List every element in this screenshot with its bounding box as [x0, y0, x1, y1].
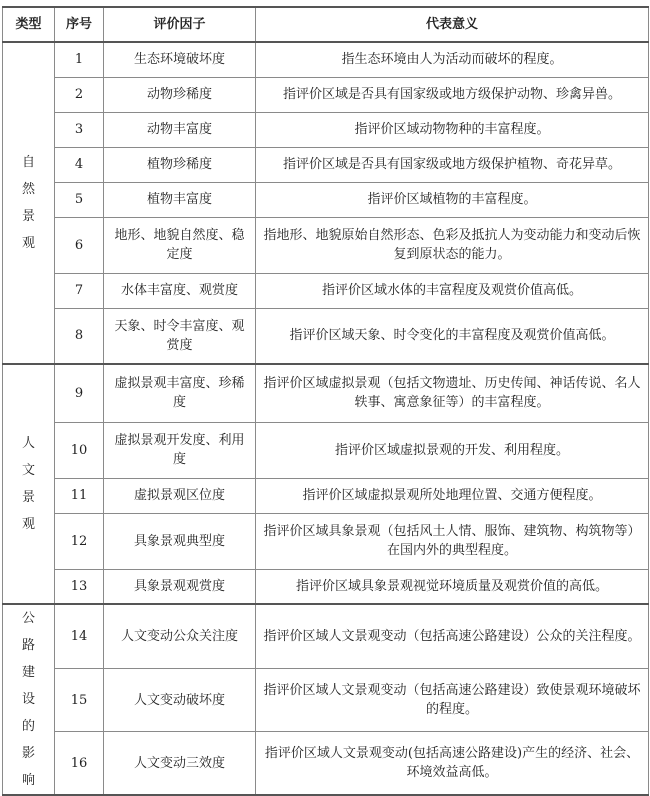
row-factor: 具象景观观赏度	[104, 569, 256, 604]
row-index: 15	[55, 668, 104, 731]
row-meaning: 指评价区域是否具有国家级或地方级保护植物、奇花异草。	[256, 147, 649, 182]
row-factor: 动物珍稀度	[104, 77, 256, 112]
table-row	[3, 732, 649, 795]
row-factor: 虚拟景观区位度	[104, 478, 256, 513]
table-row	[3, 182, 649, 217]
row-index: 16	[55, 732, 104, 795]
row-index: 5	[55, 182, 104, 217]
table-row	[3, 308, 649, 364]
table-row	[3, 604, 649, 668]
row-meaning: 指评价区域人文景观变动（包括高速公路建设）致使景观环境破坏的程度。	[256, 668, 649, 731]
row-factor: 植物珍稀度	[104, 147, 256, 182]
row-meaning: 指评价区域天象、时令变化的丰富程度及观赏价值高低。	[256, 308, 649, 364]
table-row	[3, 422, 649, 478]
row-meaning: 指评价区域水体的丰富程度及观赏价值高低。	[256, 273, 649, 308]
row-factor: 虚拟景观丰富度、珍稀度	[104, 364, 256, 422]
table-row	[3, 569, 649, 604]
header-index: 序号	[55, 7, 104, 42]
row-factor: 生态环境破坏度	[104, 42, 256, 77]
row-meaning: 指评价区域动物物种的丰富程度。	[256, 112, 649, 147]
table-row	[3, 364, 649, 422]
table-row	[3, 42, 649, 77]
row-meaning: 指评价区域植物的丰富程度。	[256, 182, 649, 217]
row-index: 1	[55, 42, 104, 77]
row-factor: 人文变动破坏度	[104, 668, 256, 731]
row-factor: 虚拟景观开发度、利用度	[104, 422, 256, 478]
table-row	[3, 77, 649, 112]
row-meaning: 指评价区域是否具有国家级或地方级保护动物、珍禽异兽。	[256, 77, 649, 112]
row-meaning: 指评价区域人文景观变动（包括高速公路建设）公众的关注程度。	[256, 604, 649, 668]
header-meaning: 代表意义	[256, 7, 649, 42]
row-factor: 天象、时令丰富度、观赏度	[104, 308, 256, 364]
row-factor: 具象景观典型度	[104, 513, 256, 569]
category-natural: 自然景观	[3, 42, 55, 364]
row-index: 13	[55, 569, 104, 604]
row-index: 6	[55, 217, 104, 273]
row-index: 10	[55, 422, 104, 478]
row-index: 8	[55, 308, 104, 364]
row-index: 2	[55, 77, 104, 112]
row-factor: 人文变动三效度	[104, 732, 256, 795]
row-factor: 地形、地貌自然度、稳定度	[104, 217, 256, 273]
table-row	[3, 668, 649, 731]
row-meaning: 指评价区域人文景观变动(包括高速公路建设)产生的经济、社会、环境效益高低。	[256, 732, 649, 795]
table-row	[3, 513, 649, 569]
evaluation-factor-table	[2, 6, 649, 796]
row-index: 12	[55, 513, 104, 569]
row-meaning: 指生态环境由人为活动而破坏的程度。	[256, 42, 649, 77]
row-index: 14	[55, 604, 104, 668]
row-index: 9	[55, 364, 104, 422]
table-row	[3, 217, 649, 273]
category-cultural: 人文景观	[3, 364, 55, 604]
row-meaning: 指评价区域虚拟景观（包括文物遗址、历史传闻、神话传说、名人轶事、寓意象征等）的丰富程度。	[256, 364, 649, 422]
table-row	[3, 147, 649, 182]
table-row	[3, 478, 649, 513]
row-factor: 植物丰富度	[104, 182, 256, 217]
table-row	[3, 112, 649, 147]
row-factor: 人文变动公众关注度	[104, 604, 256, 668]
row-factor: 水体丰富度、观赏度	[104, 273, 256, 308]
category-highway-impact: 公路建设的影响	[3, 604, 55, 795]
row-meaning: 指评价区域具象景观视觉环境质量及观赏价值的高低。	[256, 569, 649, 604]
row-meaning: 指评价区域虚拟景观所处地理位置、交通方便程度。	[256, 478, 649, 513]
row-index: 3	[55, 112, 104, 147]
header-type: 类型	[3, 7, 55, 42]
row-meaning: 指地形、地貌原始自然形态、色彩及抵抗人为变动能力和变动后恢复到原状态的能力。	[256, 217, 649, 273]
row-index: 7	[55, 273, 104, 308]
table-header-row	[3, 7, 649, 42]
row-index: 11	[55, 478, 104, 513]
row-meaning: 指评价区域虚拟景观的开发、利用程度。	[256, 422, 649, 478]
table-row	[3, 273, 649, 308]
row-meaning: 指评价区域具象景观（包括风土人情、服饰、建筑物、构筑物等）在国内外的典型程度。	[256, 513, 649, 569]
row-index: 4	[55, 147, 104, 182]
row-factor: 动物丰富度	[104, 112, 256, 147]
header-factor: 评价因子	[104, 7, 256, 42]
